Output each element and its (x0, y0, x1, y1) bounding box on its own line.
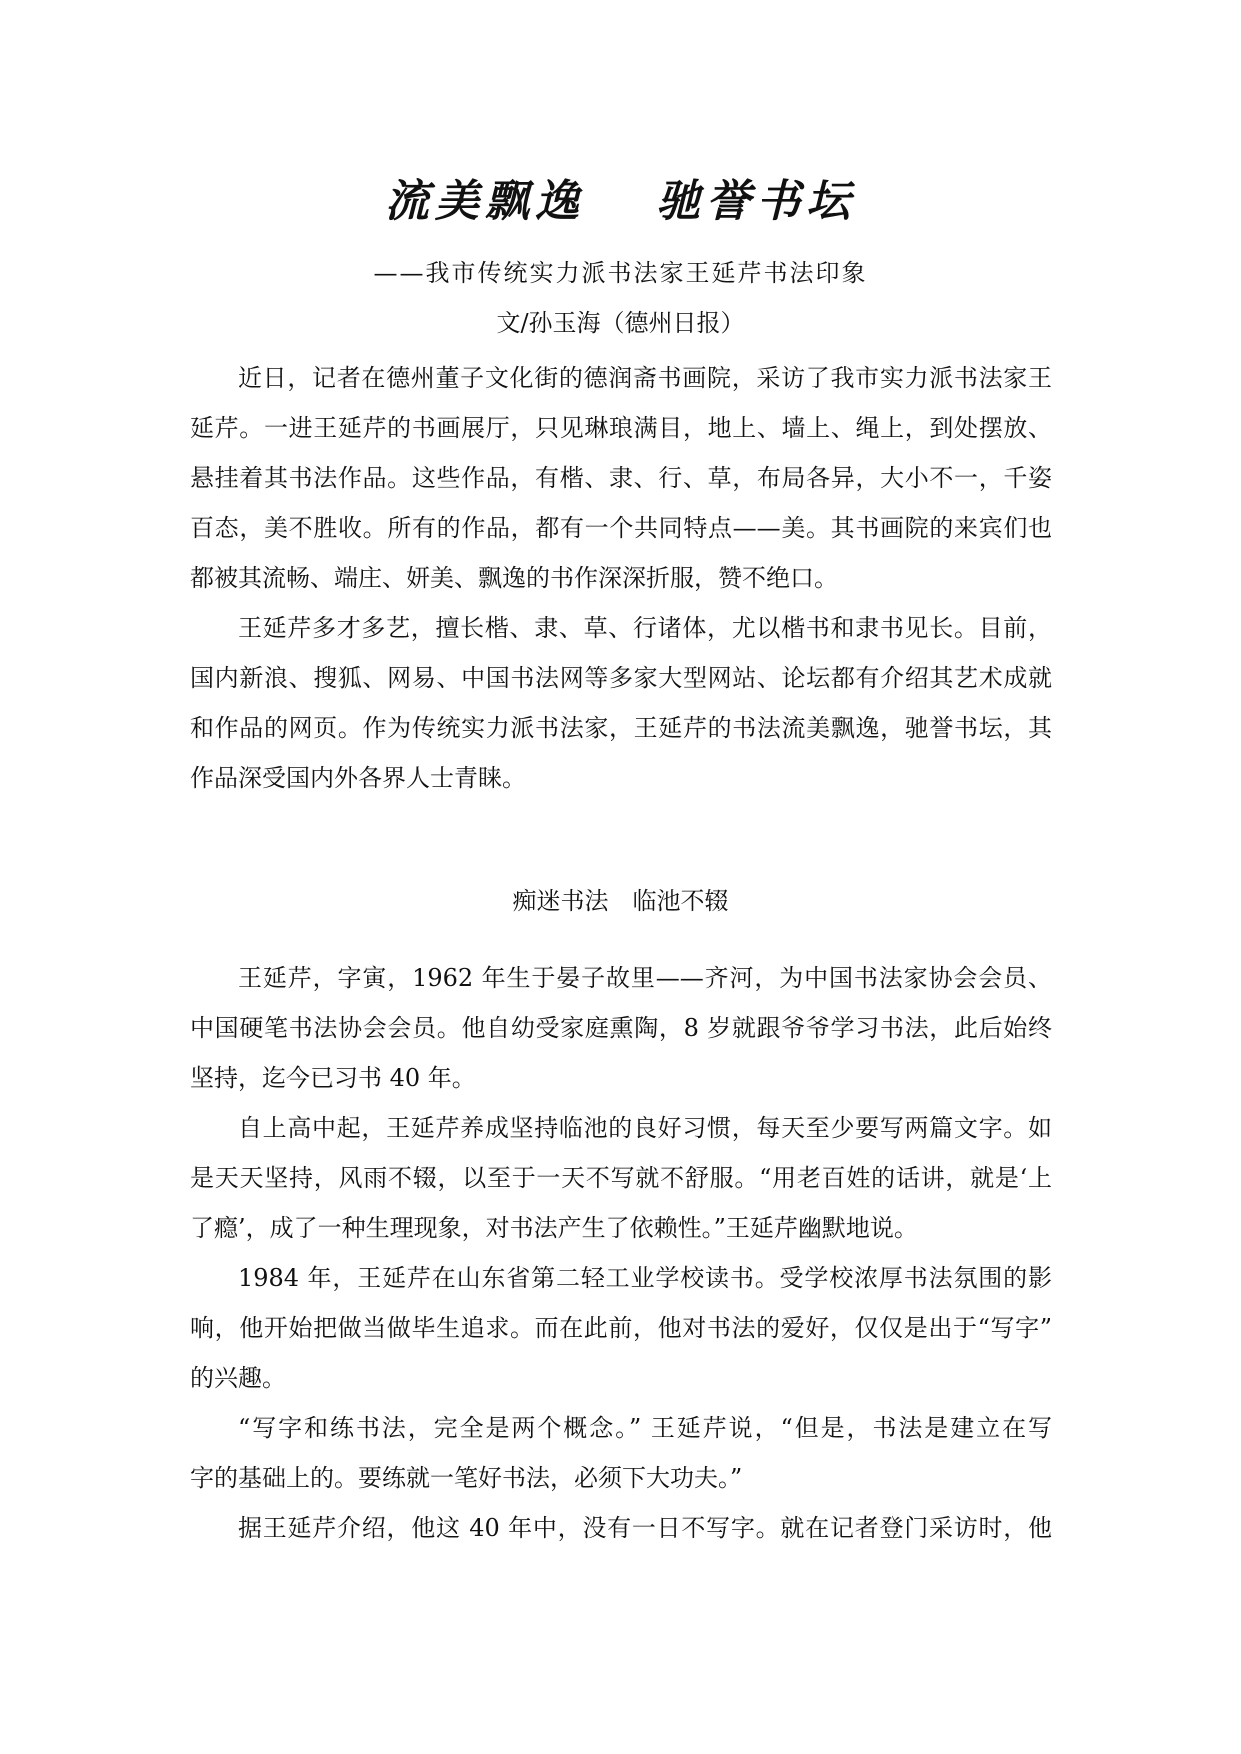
paragraph-line: 了瘾’，成了一种生理现象，对书法产生了依赖性。”王延芹幽默地说。 (190, 1214, 918, 1242)
paragraph-line: 延芹。一进王延芹的书画展厅，只见琳琅满目，地上、墙上、绳上，到处摆放、 (190, 414, 1052, 442)
section-text (190, 953, 1052, 1553)
paragraph-line: 响，他开始把做当做毕生追求。而在此前，他对书法的爱好，仅仅是出于“写字” (190, 1314, 1052, 1342)
paragraph-line: 据王延芹介绍，他这 40 年中，没有一日不写字。就在记者登门采访时，他 (238, 1514, 1052, 1542)
paragraph-line: 的兴趣。 (190, 1364, 286, 1392)
paragraph-line: 和作品的网页。作为传统实力派书法家，王延芹的书法流美飘逸，驰誉书坛，其 (190, 714, 1052, 742)
paragraph-line: 作品深受国内外各界人士青睐。 (190, 764, 526, 792)
paragraph-line: 王延芹多才多艺，擅长楷、隶、草、行诸体，尤以楷书和隶书见长。目前， (238, 614, 1052, 642)
paragraph-line: 悬挂着其书法作品。这些作品，有楷、隶、行、草，布局各异，大小不一，千姿 (190, 464, 1052, 492)
paragraph-line: 都被其流畅、端庄、妍美、飘逸的书作深深折服，赞不绝口。 (190, 564, 838, 592)
paragraph-line: 百态，美不胜收。所有的作品，都有一个共同特点——美。其书画院的来宾们也 (190, 514, 1052, 542)
section-heading: 痴迷书法 临池不辍 (512, 887, 729, 915)
paragraph-line: 近日，记者在德州董子文化街的德润斋书画院，采访了我市实力派书法家王 (238, 364, 1052, 392)
article-byline: 文/孙玉海（德州日报） (496, 309, 745, 337)
paragraph-line: 中国硬笔书法协会会员。他自幼受家庭熏陶，8 岁就跟爷爷学习书法，此后始终 (190, 1014, 1052, 1042)
paragraph-line: 1984 年，王延芹在山东省第二轻工业学校读书。受学校浓厚书法氛围的影 (238, 1264, 1052, 1292)
paragraph-line: 国内新浪、搜狐、网易、中国书法网等多家大型网站、论坛都有介绍其艺术成就 (190, 664, 1052, 692)
paragraph-line: 王延芹，字寅，1962 年生于晏子故里——齐河，为中国书法家协会会员、 (238, 964, 1052, 992)
paragraph-line: 坚持，迄今已习书 40 年。 (190, 1064, 476, 1092)
paragraph-line: 是天天坚持，风雨不辍，以至于一天不写就不舒服。“用老百姓的话讲，就是‘上 (190, 1164, 1052, 1192)
paragraph-line: “写字和练书法，完全是两个概念。” 王延芹说，“但是，书法是建立在写 (238, 1414, 1052, 1442)
article-subtitle: ——我市传统实力派书法家王延芹书法印象 (373, 259, 868, 287)
paragraph-line: 字的基础上的。要练就一笔好书法，必须下大功夫。” (190, 1464, 743, 1492)
paragraph-line: 自上高中起，王延芹养成坚持临池的良好习惯，每天至少要写两篇文字。如 (238, 1114, 1052, 1142)
article-title: 流美飘逸 驰誉书坛 (384, 176, 857, 227)
intro-text (190, 353, 1052, 803)
